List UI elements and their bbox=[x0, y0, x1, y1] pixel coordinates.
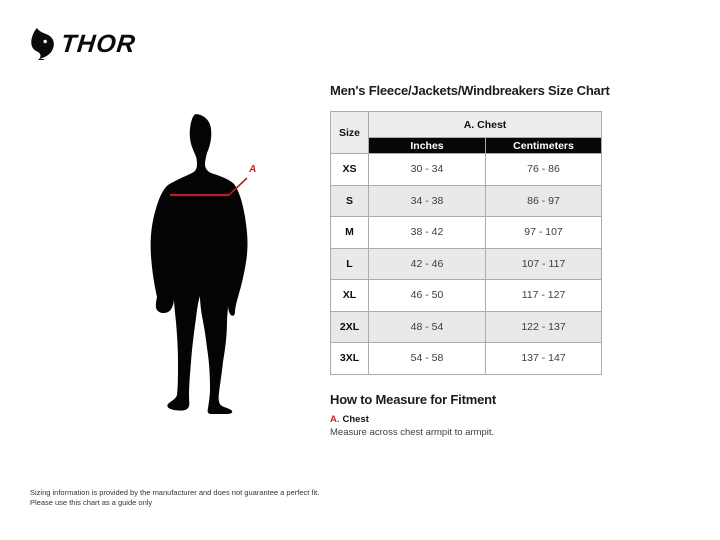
measure-item-label: Chest bbox=[342, 414, 369, 425]
column-header-size: Size bbox=[331, 112, 369, 154]
disclaimer-line-2: Please use this chart as a guide only bbox=[30, 498, 153, 507]
inches-cell: 46 - 50 bbox=[369, 280, 486, 312]
centimeters-cell: 107 - 117 bbox=[486, 248, 602, 280]
size-cell: XS bbox=[331, 154, 369, 186]
size-cell: S bbox=[331, 185, 369, 217]
measure-guide-heading: How to Measure for Fitment bbox=[330, 392, 496, 407]
column-header-centimeters: Centimeters bbox=[486, 138, 602, 154]
measurement-diagram bbox=[148, 112, 260, 414]
centimeters-cell: 97 - 107 bbox=[486, 217, 602, 249]
male-silhouette bbox=[148, 112, 260, 414]
inches-cell: 42 - 46 bbox=[369, 248, 486, 280]
table-row bbox=[331, 185, 602, 217]
table-row bbox=[331, 217, 602, 249]
thor-helmet-icon bbox=[30, 28, 57, 60]
centimeters-cell: 137 - 147 bbox=[486, 343, 602, 375]
inches-cell: 30 - 34 bbox=[369, 154, 486, 186]
inches-cell: 48 - 54 bbox=[369, 311, 486, 343]
inches-cell: 38 - 42 bbox=[369, 217, 486, 249]
brand-wordmark: THOR bbox=[59, 30, 138, 58]
measure-item-description: Measure across chest armpit to armpit. bbox=[330, 427, 495, 438]
measure-item-chest bbox=[330, 414, 369, 425]
table-row bbox=[331, 248, 602, 280]
table-row bbox=[331, 154, 602, 186]
centimeters-cell: 117 - 127 bbox=[486, 280, 602, 312]
column-header-chest: A. Chest bbox=[369, 112, 602, 138]
sizing-disclaimer bbox=[30, 488, 350, 508]
size-cell: 3XL bbox=[331, 343, 369, 375]
table-row bbox=[331, 343, 602, 375]
chest-marker-label: A bbox=[249, 164, 257, 175]
disclaimer-line-1: Sizing information is provided by the manufacturer and does not guarantee a perfect fit. bbox=[30, 488, 320, 497]
size-cell: XL bbox=[331, 280, 369, 312]
size-chart-title: Men's Fleece/Jackets/Windbreakers Size Chart bbox=[330, 83, 610, 98]
size-cell: L bbox=[331, 248, 369, 280]
size-chart-table bbox=[330, 111, 602, 375]
column-header-inches: Inches bbox=[369, 138, 486, 154]
centimeters-cell: 122 - 137 bbox=[486, 311, 602, 343]
centimeters-cell: 86 - 97 bbox=[486, 185, 602, 217]
inches-cell: 54 - 58 bbox=[369, 343, 486, 375]
size-cell: M bbox=[331, 217, 369, 249]
table-row bbox=[331, 311, 602, 343]
size-cell: 2XL bbox=[331, 311, 369, 343]
measure-item-key: A. bbox=[330, 414, 340, 425]
inches-cell: 34 - 38 bbox=[369, 185, 486, 217]
table-row bbox=[331, 280, 602, 312]
centimeters-cell: 76 - 86 bbox=[486, 154, 602, 186]
brand-logo bbox=[30, 28, 136, 60]
